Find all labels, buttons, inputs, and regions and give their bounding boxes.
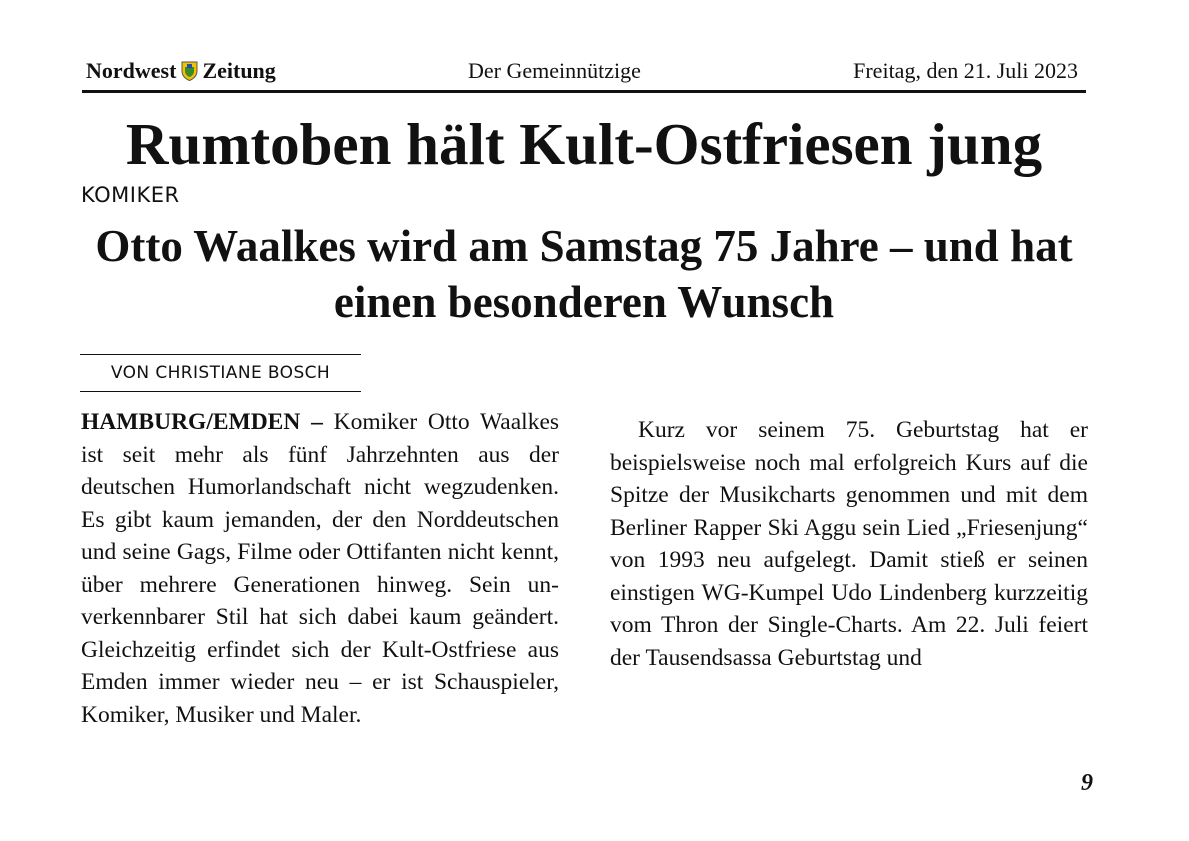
- newspaper-logo: [86, 58, 276, 84]
- article-column-left: [81, 406, 559, 731]
- article-headline: Rumtoben hält Kult-Ostfriesen jung: [125, 111, 1043, 177]
- article-column-right: [610, 406, 1088, 674]
- article-paragraph-2: Kurz vor seinem 75. Geburtstag hat er beispielsweise noch mal erfolgreich Kurs auf die Spitze der Musikcharts genommen und mit dem Berliner Rapper Ski Aggu sein Lied „Friesenjung“ von 1993 neu aufgelegt. Damit stieß er seinen einstigen WG-Kumpel Udo Lindenberg kurzzeitig vom Thron der Single-Charts. Am 22. Juli feiert der Tausendsassa Geburtstag und: [610, 417, 1088, 671]
- article-kicker: KOMIKER: [81, 183, 180, 207]
- issue-date: Freitag, den 21. Juli 2023: [853, 58, 1078, 83]
- brand-name-right: Zeitung: [202, 58, 276, 83]
- article-dateline: HAMBURG/EMDEN –: [81, 409, 323, 435]
- article-paragraph-1: [81, 406, 559, 731]
- masthead: [82, 56, 1086, 93]
- article-byline: VON CHRISTIANE BOSCH: [80, 354, 361, 392]
- section-title: Der Gemeinnützige: [468, 58, 641, 83]
- coat-of-arms-icon: [181, 61, 198, 81]
- page-number: 9: [1081, 770, 1093, 796]
- brand-name-left: Nordwest: [86, 58, 177, 83]
- article-subheadline: Otto Waalkes wird am Samstag 75 Jahre – und hat einen besonderen Wunsch: [95, 221, 1073, 327]
- paragraph-1-text: Komiker Otto Waalkes ist seit mehr als fünf Jahrzehnten aus der deutschen Humorlandschaft nicht wegzudenken. Es gibt kaum jemanden, der den Norddeutschen und seine Gags, Filme oder Ottifanten nicht kennt, über mehrere Generationen hinweg. Sein unverkennbarer Stil hat sich dabei kaum geändert. Gleichzeitig erfindet sich der Kult-Ostfriese aus Emden immer wieder neu – er ist Schauspieler, Komiker, Musiker und Maler.: [81, 409, 560, 728]
